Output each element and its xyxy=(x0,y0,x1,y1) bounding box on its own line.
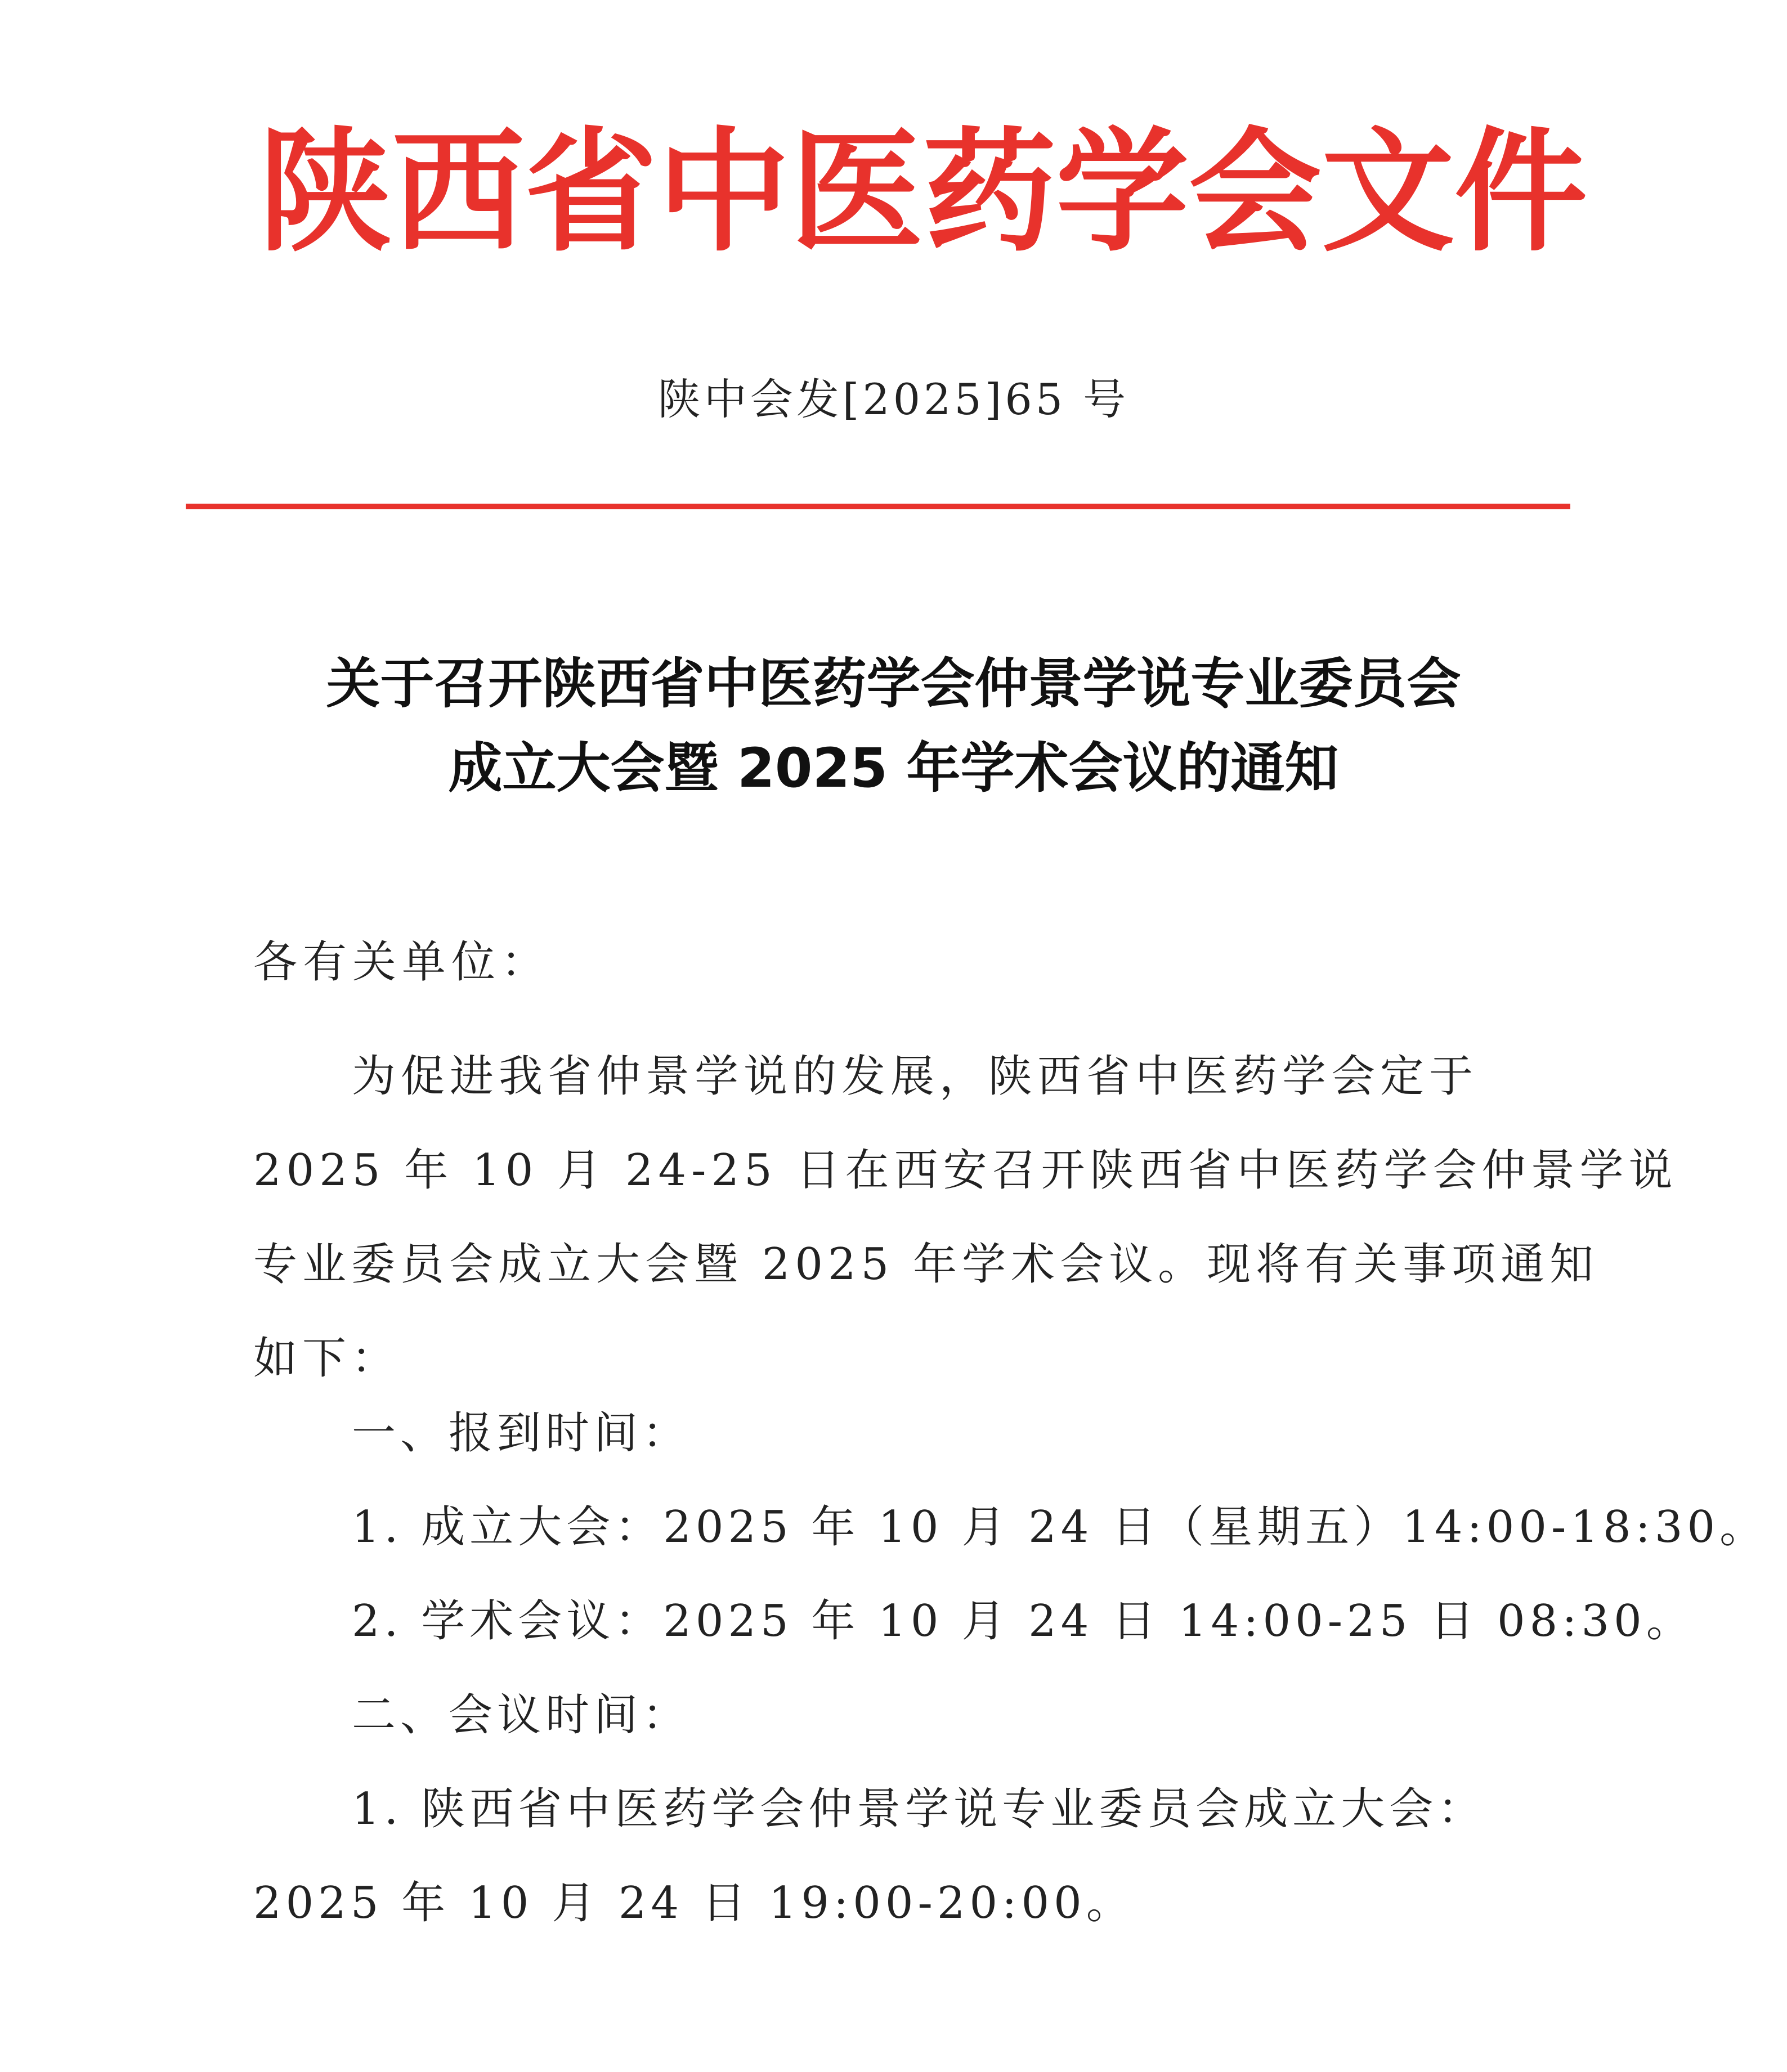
section-2-item-1-line-2: 2025 年 10 月 24 日 19:00-20:00。 xyxy=(253,1878,1135,1929)
section-2-heading: 二、会议时间： xyxy=(352,1690,691,1741)
notice-title-line-2: 成立大会暨 2025 年学术会议的通知 xyxy=(448,737,1339,800)
paragraph-line-4: 如下： xyxy=(253,1333,401,1384)
paragraph-line-1: 为促进我省仲景学说的发展，陕西省中医药学会定于 xyxy=(352,1051,1479,1102)
paragraph-line-3: 专业委员会成立大会暨 2025 年学术会议。现将有关事项通知 xyxy=(253,1239,1599,1290)
notice-title-line-1: 关于召开陕西省中医药学会仲景学说专业委员会 xyxy=(326,652,1461,715)
section-1-item-2: 2. 学术会议：2025 年 10 月 24 日 14:00-25 日 08:30。 xyxy=(352,1596,1695,1647)
greeting: 各有关单位： xyxy=(253,937,551,988)
section-1-item-1: 1. 成立大会：2025 年 10 月 24 日（星期五）14:00-18:30。 xyxy=(352,1502,1768,1553)
paragraph-line-2: 2025 年 10 月 24-25 日在西安召开陕西省中医药学会仲景学说 xyxy=(253,1145,1678,1196)
intro-paragraph xyxy=(253,1030,1678,1406)
document-number: 陕中会发[2025]65 号 xyxy=(657,374,1130,424)
section-2-item-1-line-1: 1. 陕西省中医药学会仲景学说专业委员会成立大会： xyxy=(352,1784,1486,1835)
section-1-heading: 一、报到时间： xyxy=(352,1408,691,1459)
document-masthead: 陕西省中医药学会文件 xyxy=(259,113,1588,270)
red-separator-line xyxy=(186,504,1570,509)
notice-title xyxy=(0,642,1787,810)
